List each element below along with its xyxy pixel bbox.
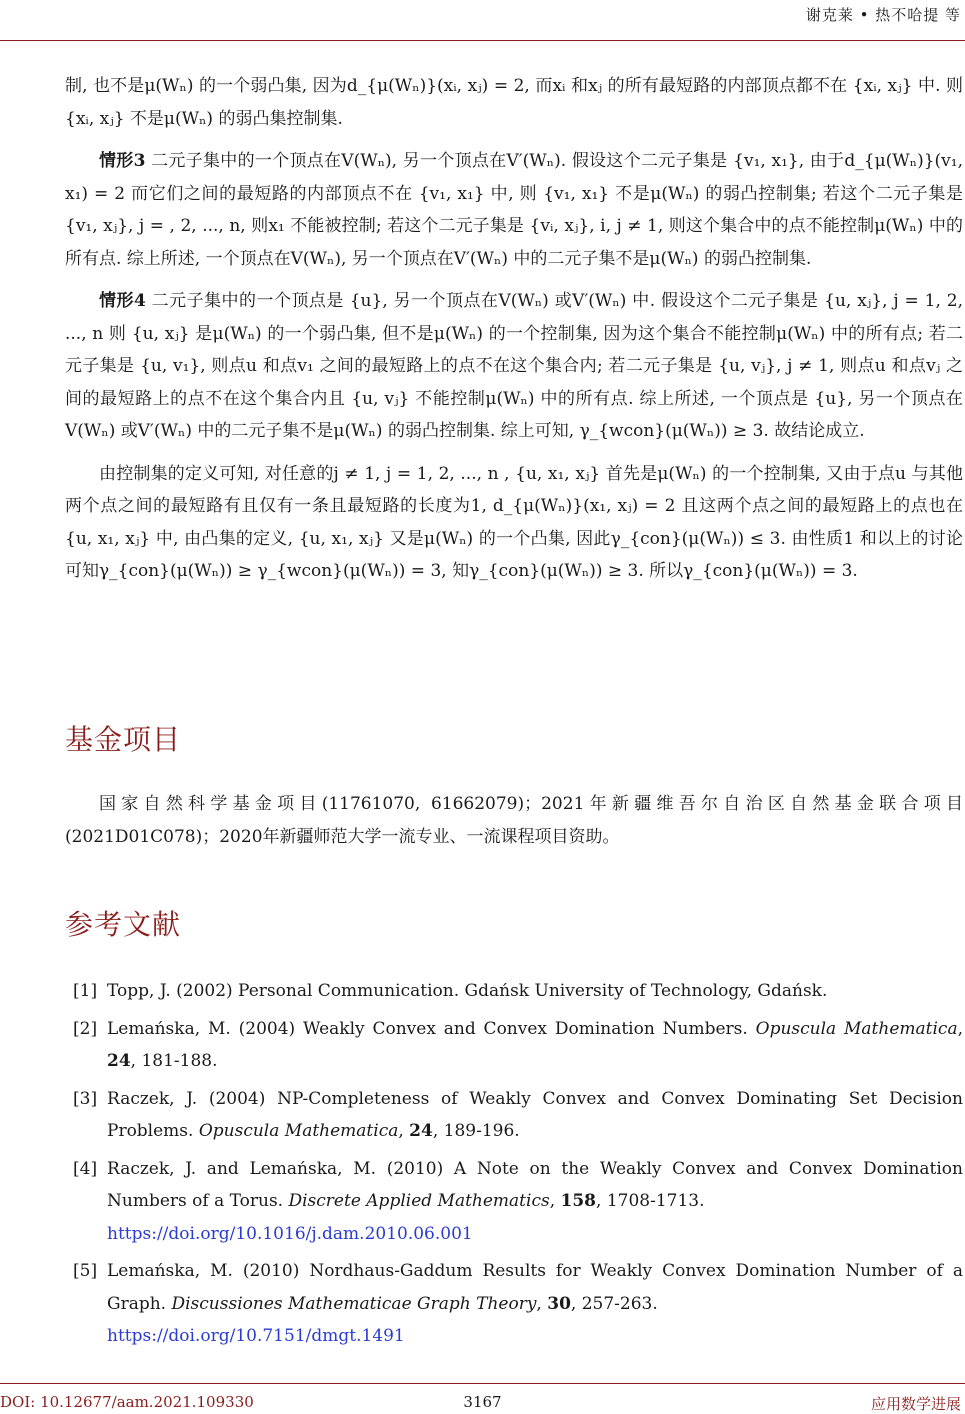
reference-number: [1] [73, 981, 98, 1001]
reference-volume: 24 [107, 1051, 131, 1071]
case-4-label: 情形4 [99, 291, 146, 311]
case-3-label: 情形3 [99, 151, 146, 171]
reference-text [107, 1153, 963, 1251]
reference-pages: , 257-263. [570, 1293, 658, 1314]
footer-rule [0, 1383, 965, 1384]
reference-separator: , [536, 1293, 548, 1314]
reference-citation: Lemańska, M. (2010) Nordhaus-Gaddum Results for Weakly Convex Domination Number of a Graph. [107, 1261, 963, 1314]
header-rule [0, 40, 965, 41]
case-4-text: 二元子集中的一个顶点是 {u}, 另一个顶点在V(Wₙ) 或V′(Wₙ) 中. 假设这个二元子集是 {u, xⱼ}, j = 1, 2, ..., n 则 {u, xⱼ} 是μ(Wₙ) 的一个弱凸集, 但不是μ(Wₙ) 的一个控制集, 因为这个集合不能控制μ(Wₙ) 中的所有点; 若二元子集是 {u, v₁}, 则点u 和点v₁ 之间的最短路上的点不在这个集合内; 若二元子集是 {u, vⱼ}, j ≠ 1, 则点u 和点vⱼ 之间的最短路上的点不在这个集合内且 {u, vⱼ} 不能控制μ(Wₙ) 中的所有点. 综上所述, 一个顶点是 {u}, 另一个顶点在V(Wₙ) 或V′(Wₙ) 中的二元子集不是μ(Wₙ) 的弱凸控制集. 综上可知, γ_{wcon}(μ(Wₙ)) ≥ 3. 故结论成立. [65, 291, 963, 441]
reference-journal: Opuscula Mathematica [198, 1121, 399, 1141]
reference-number: [3] [73, 1088, 98, 1109]
page-number: 3167 [463, 1393, 502, 1411]
funding-heading: 基金项目 [65, 723, 182, 756]
reference-separator: , [398, 1121, 410, 1141]
paragraph-case-4 [65, 285, 963, 448]
reference-number: [5] [73, 1261, 98, 1281]
reference-text [107, 1083, 963, 1148]
reference-item [65, 1255, 963, 1353]
reference-item [65, 1013, 963, 1078]
reference-text [107, 1255, 963, 1353]
reference-journal: Discrete Applied Mathematics [288, 1191, 550, 1211]
case-3-text: 二元子集中的一个顶点在V(Wₙ), 另一个顶点在V′(Wₙ). 假设这个二元子集是 {v₁, x₁}, 由于d_{μ(Wₙ)}(v₁, x₁) = 2 而它们之间的最短路的内部顶点不在 {v₁, x₁} 中, 则 {v₁, x₁} 不是μ(Wₙ) 的弱凸控制集; 若这个二元子集是{v₁, xⱼ}, j = , 2, ..., n, 则x₁ 不能被控制; 若这个二元子集是 {vᵢ, xⱼ}, i, j ≠ 1, 则这个集合中的点不能控制μ(Wₙ) 中的所有点. 综上所述, 一个顶点在V(Wₙ), 另一个顶点在V′(Wₙ) 中的二元子集不是μ(Wₙ) 的弱凸控制集. [65, 151, 963, 269]
reference-volume: 158 [560, 1191, 597, 1211]
reference-item [65, 1153, 963, 1251]
footer-journal-name: 应用数学进展 [870, 1395, 961, 1413]
body-text [65, 70, 963, 598]
reference-journal: Opuscula Mathematica [755, 1018, 958, 1039]
reference-separator: , [549, 1191, 561, 1211]
reference-pages: , 181-188. [130, 1051, 218, 1071]
reference-text [107, 1013, 963, 1078]
paragraph-conclusion: 由控制集的定义可知, 对任意的j ≠ 1, j = 1, 2, ..., n , {u, x₁, xⱼ} 首先是μ(Wₙ) 的一个控制集, 又由于点u 与其他两个点之间的最短路有且仅有一条且最短路的长度为1, d_{μ(Wₙ)}(x₁, xⱼ) = 2 且这两个点之间的最短路上的点也在 {u, x₁, xⱼ} 中, 由凸集的定义, {u, x₁, xⱼ} 又是μ(Wₙ) 的一个凸集, 因此γ_{con}(μ(Wₙ)) ≤ 3. 由性质1 和以上的讨论可知γ_{con}(μ(Wₙ)) ≥ γ_{wcon}(μ(Wₙ)) = 3, 知γ_{con}(μ(Wₙ)) ≥ 3. 所以γ_{con}(μ(Wₙ)) = 3. [65, 463, 963, 581]
paragraph-continuation: 制, 也不是μ(Wₙ) 的一个弱凸集, 因为d_{μ(Wₙ)}(xᵢ, xⱼ) = 2, 而xᵢ 和xⱼ 的所有最短路的内部顶点都不在 {xᵢ, xⱼ} 中. 则 {xᵢ, xⱼ} 不是μ(Wₙ) 的弱凸集控制集. [65, 76, 963, 129]
reference-journal: Discussiones Mathematicae Graph Theory [171, 1293, 537, 1314]
reference-list [65, 975, 963, 1358]
reference-number: [4] [73, 1158, 98, 1179]
reference-citation: Lemańska, M. (2004) Weakly Convex and Convex Domination Numbers. [107, 1018, 756, 1039]
reference-separator: , [957, 1018, 963, 1039]
reference-citation: Raczek, J. and Lemańska, M. (2010) A Note on the Weakly Convex and Convex Domination Numbers of a Torus. [107, 1158, 963, 1211]
paragraph-case-3 [65, 145, 963, 275]
reference-item [65, 1083, 963, 1148]
reference-pages: , 1708-1713. [596, 1191, 705, 1211]
reference-pages: , 189-196. [432, 1121, 520, 1141]
reference-number: [2] [73, 1018, 98, 1039]
reference-doi-link[interactable]: https://doi.org/10.7151/dmgt.1491 [107, 1326, 405, 1346]
footer-doi: DOI: 10.12677/aam.2021.109330 [0, 1393, 254, 1411]
funding-text: 国家自然科学基金项目(11761070, 61662079)；2021年新疆维吾尔自治区自然基金联合项目(2021D01C078)；2020年新疆师范大学一流专业、一流课程项目资助。 [65, 794, 963, 847]
reference-volume: 24 [409, 1121, 433, 1141]
running-header-authors: 谢克莱 • 热不哈提 等 [805, 6, 961, 24]
reference-citation: Raczek, J. (2004) NP-Completeness of Weakly Convex and Convex Dominating Set Decision Problems. [107, 1088, 963, 1141]
reference-item [65, 975, 963, 1008]
references-heading: 参考文献 [65, 908, 182, 941]
reference-text: Topp, J. (2002) Personal Communication. Gdańsk University of Technology, Gdańsk. [107, 981, 828, 1001]
reference-volume: 30 [547, 1293, 571, 1314]
reference-doi-link[interactable]: https://doi.org/10.1016/j.dam.2010.06.001 [107, 1223, 473, 1244]
